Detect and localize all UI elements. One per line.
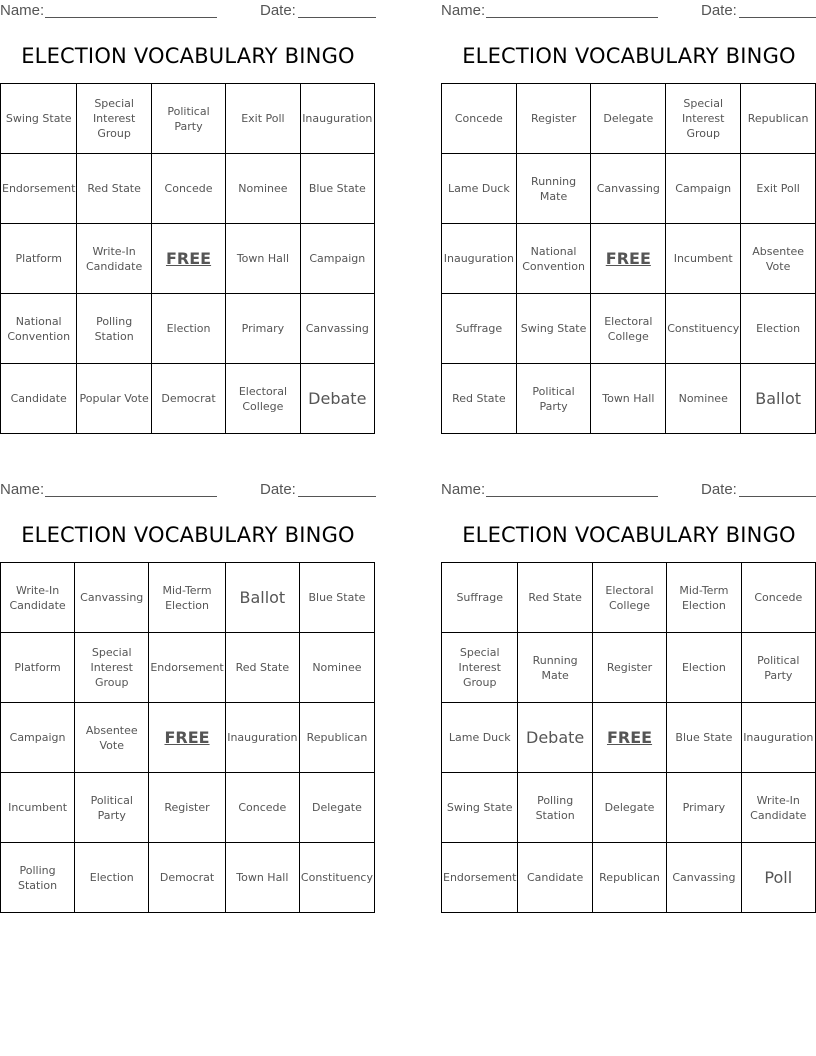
bingo-cell: Town Hall: [226, 843, 300, 913]
bingo-cell: Concede: [226, 773, 300, 843]
bingo-card: [0, 479, 376, 919]
bingo-cell: Constituency: [666, 294, 741, 364]
date-label: Date:: [260, 2, 296, 19]
free-space-cell: FREE: [152, 224, 226, 294]
bingo-cell: Special Interest Group: [666, 84, 741, 154]
bingo-cell: Special Interest Group: [77, 84, 151, 154]
bingo-cell: Political Party: [152, 84, 226, 154]
bingo-cell: Delegate: [591, 84, 666, 154]
bingo-cell: Debate: [518, 703, 592, 773]
bingo-cell: Mid-Term Election: [149, 563, 225, 633]
bingo-cell: Canvassing: [301, 294, 375, 364]
bingo-cell: Running Mate: [518, 633, 592, 703]
name-blank-line: [45, 496, 217, 497]
free-space-cell: FREE: [593, 703, 667, 773]
bingo-cell: Electoral College: [591, 294, 666, 364]
bingo-grid: [0, 83, 375, 434]
bingo-cell: Democrat: [149, 843, 225, 913]
name-blank-line: [486, 17, 658, 18]
bingo-cell: Campaign: [666, 154, 741, 224]
bingo-cell: Running Mate: [517, 154, 592, 224]
bingo-cell: Polling Station: [77, 294, 151, 364]
name-blank-line: [486, 496, 658, 497]
bingo-cell: Political Party: [517, 364, 592, 434]
bingo-cell: Primary: [226, 294, 300, 364]
bingo-cell: Election: [152, 294, 226, 364]
bingo-cell: Political Party: [75, 773, 149, 843]
bingo-cell: Platform: [1, 633, 75, 703]
bingo-cell: Swing State: [517, 294, 592, 364]
bingo-cell: Campaign: [301, 224, 375, 294]
bingo-cell: Special Interest Group: [75, 633, 149, 703]
date-blank-line: [739, 17, 816, 18]
bingo-cell: Electoral College: [593, 563, 667, 633]
bingo-cell: Platform: [1, 224, 77, 294]
bingo-cell: Absentee Vote: [75, 703, 149, 773]
bingo-cell: Nominee: [666, 364, 741, 434]
free-space-cell: FREE: [149, 703, 225, 773]
bingo-cell: Debate: [301, 364, 375, 434]
bingo-cell: Lame Duck: [442, 154, 517, 224]
bingo-cell: Election: [667, 633, 741, 703]
bingo-cell: Exit Poll: [741, 154, 816, 224]
bingo-cell: Suffrage: [442, 563, 518, 633]
bingo-cell: Constituency: [300, 843, 375, 913]
bingo-cell: Register: [517, 84, 592, 154]
bingo-cell: Red State: [442, 364, 517, 434]
bingo-cell: Blue State: [300, 563, 375, 633]
name-label: Name:: [0, 481, 45, 498]
bingo-cell: Suffrage: [442, 294, 517, 364]
card-title: ELECTION VOCABULARY BINGO: [21, 44, 355, 68]
card-title: ELECTION VOCABULARY BINGO: [462, 523, 796, 547]
bingo-card: [441, 479, 816, 919]
free-space-cell: FREE: [591, 224, 666, 294]
bingo-cell: Inauguration: [442, 224, 517, 294]
bingo-cell: Nominee: [300, 633, 375, 703]
bingo-cell: Endorsement: [149, 633, 225, 703]
bingo-cell: Concede: [742, 563, 816, 633]
card-title: ELECTION VOCABULARY BINGO: [21, 523, 355, 547]
bingo-cell: Town Hall: [591, 364, 666, 434]
name-blank-line: [45, 17, 217, 18]
bingo-cell: Swing State: [1, 84, 77, 154]
bingo-cell: Write-In Candidate: [742, 773, 816, 843]
card-title: ELECTION VOCABULARY BINGO: [462, 44, 796, 68]
bingo-cell: Swing State: [442, 773, 518, 843]
bingo-cell: Election: [741, 294, 816, 364]
name-label: Name:: [0, 2, 45, 19]
bingo-cell: Primary: [667, 773, 741, 843]
name-label: Name:: [441, 2, 486, 19]
bingo-cell: Popular Vote: [77, 364, 151, 434]
name-date-row: [0, 0, 376, 22]
name-date-row: [441, 479, 816, 501]
bingo-cell: Political Party: [742, 633, 816, 703]
name-date-row: [0, 479, 376, 501]
bingo-cell: Democrat: [152, 364, 226, 434]
bingo-cell: Nominee: [226, 154, 300, 224]
bingo-cell: Concede: [442, 84, 517, 154]
bingo-grid: [0, 562, 375, 913]
bingo-cell: Red State: [226, 633, 300, 703]
bingo-cell: Republican: [300, 703, 375, 773]
bingo-cell: Register: [149, 773, 225, 843]
bingo-cell: Delegate: [300, 773, 375, 843]
bingo-cell: Absentee Vote: [741, 224, 816, 294]
bingo-cell: Register: [593, 633, 667, 703]
date-blank-line: [298, 17, 376, 18]
bingo-cell: Concede: [152, 154, 226, 224]
bingo-grid: [441, 562, 816, 913]
bingo-cell: National Convention: [517, 224, 592, 294]
date-label: Date:: [701, 481, 737, 498]
bingo-cell: Incumbent: [666, 224, 741, 294]
bingo-cell: Inauguration: [301, 84, 375, 154]
bingo-card: [0, 0, 376, 440]
bingo-cell: Candidate: [1, 364, 77, 434]
bingo-cell: Polling Station: [1, 843, 75, 913]
bingo-cell: Lame Duck: [442, 703, 518, 773]
bingo-cell: Red State: [518, 563, 592, 633]
bingo-cell: Canvassing: [667, 843, 741, 913]
bingo-cell: Candidate: [518, 843, 592, 913]
date-blank-line: [298, 496, 376, 497]
bingo-cell: Town Hall: [226, 224, 300, 294]
bingo-cell: Republican: [593, 843, 667, 913]
bingo-cell: Election: [75, 843, 149, 913]
name-label: Name:: [441, 481, 486, 498]
bingo-cell: Campaign: [1, 703, 75, 773]
bingo-cell: Mid-Term Election: [667, 563, 741, 633]
bingo-cell: Poll: [742, 843, 816, 913]
bingo-cell: Exit Poll: [226, 84, 300, 154]
bingo-cell: Endorsement: [442, 843, 518, 913]
bingo-cell: Canvassing: [75, 563, 149, 633]
bingo-cell: Canvassing: [591, 154, 666, 224]
bingo-cell: Delegate: [593, 773, 667, 843]
bingo-cell: Inauguration: [226, 703, 300, 773]
bingo-cell: Polling Station: [518, 773, 592, 843]
bingo-cell: Write-In Candidate: [1, 563, 75, 633]
bingo-cell: Blue State: [667, 703, 741, 773]
bingo-cell: National Convention: [1, 294, 77, 364]
bingo-cell: Special Interest Group: [442, 633, 518, 703]
name-date-row: [441, 0, 816, 22]
bingo-cell: Red State: [77, 154, 151, 224]
bingo-grid: [441, 83, 816, 434]
date-label: Date:: [701, 2, 737, 19]
bingo-cell: Blue State: [301, 154, 375, 224]
bingo-card: [441, 0, 816, 440]
date-blank-line: [739, 496, 816, 497]
bingo-cell: Write-In Candidate: [77, 224, 151, 294]
date-label: Date:: [260, 481, 296, 498]
bingo-cell: Republican: [741, 84, 816, 154]
bingo-cell: Ballot: [226, 563, 300, 633]
bingo-cell: Endorsement: [1, 154, 77, 224]
bingo-cell: Incumbent: [1, 773, 75, 843]
bingo-cell: Electoral College: [226, 364, 300, 434]
bingo-cell: Inauguration: [742, 703, 816, 773]
bingo-cell: Ballot: [741, 364, 816, 434]
